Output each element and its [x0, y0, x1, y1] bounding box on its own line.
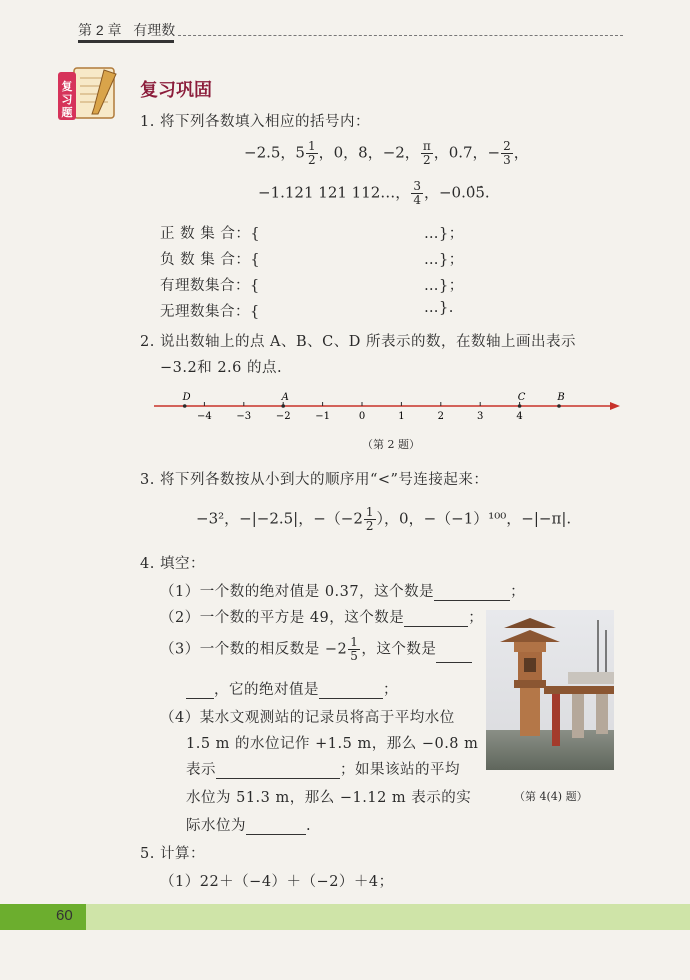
frac-num: 1 [365, 505, 374, 519]
svg-text:习: 习 [61, 93, 73, 106]
point-c [518, 404, 522, 408]
axis-arrow [610, 402, 620, 410]
q2-line2: −3.2和 2.6 的点. [160, 360, 283, 376]
answer-blank[interactable] [436, 648, 472, 663]
axis-tick-label: −1 [315, 411, 330, 422]
q4-part1 [160, 580, 525, 601]
q1-frac-half [306, 140, 318, 167]
q2-line1: 2. 说出数轴上的点 A、B、C、D 所表示的数，在数轴上画出表示 [140, 334, 577, 350]
q1-numbers-line2 [258, 180, 490, 207]
q1-frac-three-quarters [411, 180, 423, 207]
water-station-photo [486, 610, 614, 770]
q4-p3-c: ，它的绝对值是 [214, 682, 319, 698]
frac-den: 4 [413, 193, 421, 207]
q4-part4-l4: 水位为 51.3 m，那么 −1.12 m 表示的实 [186, 790, 472, 806]
photo-caption: （第 4(4) 题） [514, 790, 588, 803]
q4-p2-end: ； [468, 610, 484, 626]
frac-num: 2 [503, 139, 511, 153]
axis-tick-label: 1 [398, 411, 405, 422]
frac-den: 3 [503, 153, 511, 167]
q4-part3 [160, 636, 472, 663]
number-line [150, 384, 630, 424]
set-irrational-label: 无理数集合：{ [160, 304, 260, 320]
q1-num-c: ，0.7，− [433, 143, 501, 162]
q2-caption: （第 2 题） [362, 438, 420, 451]
q4-part4-l2: 1.5 m 的水位记作 +1.5 m，那么 −0.8 m [186, 736, 479, 752]
running-header [78, 20, 175, 40]
frac-den: 2 [307, 153, 316, 167]
section-title: 复习巩固 [140, 80, 212, 101]
point-label-a: A [281, 392, 289, 403]
footer-page-tab [0, 904, 86, 930]
set-rational-end: …}； [424, 278, 464, 294]
q4-p3-end: ； [383, 682, 398, 698]
axis-tick-label: 0 [358, 411, 366, 422]
q4-p3-b: ，这个数是 [361, 641, 437, 658]
q4-p4-l3b: ；如果该站的平均 [340, 762, 460, 778]
q4-p3-frac [348, 636, 360, 663]
page-number: 60 [56, 907, 73, 924]
q1-num-a: −2.5，5 [244, 143, 305, 162]
q4-p1-end: ； [510, 584, 526, 600]
q4-p3-a: （3）一个数的相反数是 −2 [160, 641, 348, 658]
q3-frac [364, 506, 376, 533]
q4-part4-l3 [186, 758, 460, 779]
frac-num: 3 [413, 179, 421, 193]
q1-num-d: ， [513, 143, 529, 162]
q4-p2-text: （2）一个数的平方是 49，这个数是 [160, 610, 405, 626]
answer-blank[interactable] [319, 684, 383, 699]
q3-expr-b: ），0，−（−1）¹⁰⁰，−|−π|. [376, 509, 572, 528]
point-a [281, 404, 285, 408]
q1-num-b: ，0，8，−2， [318, 143, 420, 162]
q4-p4-l5: 际水位为 [186, 818, 246, 834]
set-rational-label: 有理数集合：{ [160, 278, 260, 294]
q5-stem: 5. 计算： [140, 846, 205, 862]
q1-numbers-line1 [244, 140, 529, 167]
q4-p4-l5-end: . [306, 818, 312, 834]
q3-stem: 3. 将下列各数按从小到大的顺序用“<”号连接起来： [140, 472, 489, 488]
notebook-pencil-icon [56, 62, 128, 126]
set-positive-label: 正 数 集 合：{ [160, 226, 261, 242]
q1-frac-two-thirds [501, 140, 513, 167]
answer-blank[interactable] [404, 612, 468, 627]
frac-num: 1 [350, 635, 359, 649]
q1-num-e: −1.121 121 112…， [258, 183, 411, 202]
axis-tick-label: −3 [236, 411, 252, 422]
q4-part3-cont [186, 678, 398, 699]
axis-tick-label: −2 [275, 411, 291, 422]
answer-blank[interactable] [216, 764, 340, 779]
header-dashed-rule [178, 35, 623, 36]
q1-stem: 1. 将下列各数填入相应的括号内： [140, 114, 370, 130]
frac-num: 1 [307, 139, 316, 153]
point-label-c: C [517, 392, 526, 403]
set-irrational-end: …}. [424, 300, 454, 316]
frac-den: 2 [365, 519, 374, 533]
q4-p1-text: （1）一个数的绝对值是 0.37，这个数是 [160, 584, 435, 600]
q5-part1: （1）22＋（−4）＋（−2）＋4； [160, 874, 394, 890]
answer-blank[interactable] [246, 820, 306, 835]
set-negative-end: …}； [424, 252, 464, 268]
axis-tick-label: 4 [516, 411, 523, 422]
point-d [183, 404, 187, 408]
q1-num-f: ，−0.0̇5̇. [423, 183, 490, 202]
frac-den: 2 [422, 153, 431, 167]
svg-text:复: 复 [61, 80, 73, 93]
chapter-title: 有理数 [133, 22, 176, 38]
q4-part4-l1: （4）某水文观测站的记录员将高于平均水位 [160, 710, 455, 726]
q3-expr-a: −3²，−|−2.5|，−（−2 [196, 509, 363, 528]
answer-blank[interactable] [434, 586, 510, 601]
frac-den: 5 [350, 649, 359, 663]
axis-tick-label: 3 [477, 411, 484, 422]
answer-blank[interactable] [186, 684, 214, 699]
axis-ticks [197, 402, 523, 422]
axis-tick-label: −4 [197, 411, 212, 422]
q4-part2 [160, 606, 483, 627]
point-label-d: D [182, 392, 191, 403]
set-positive-end: …}； [424, 226, 464, 242]
q1-frac-pi [421, 140, 433, 167]
q4-stem: 4. 填空： [140, 556, 205, 572]
header-underline [78, 40, 174, 43]
point-b [557, 404, 561, 408]
set-negative-label: 负 数 集 合：{ [160, 252, 261, 268]
footer-band [0, 904, 690, 930]
axis-tick-label: 2 [437, 411, 444, 422]
svg-text:题: 题 [61, 106, 73, 119]
point-label-b: B [557, 392, 565, 403]
q4-p4-l3a: 表示 [186, 762, 216, 778]
frac-num: π [422, 139, 431, 153]
q3-expression [196, 506, 571, 533]
chapter-number: 第 2 章 [78, 22, 122, 38]
q4-part4-l5 [186, 814, 311, 835]
